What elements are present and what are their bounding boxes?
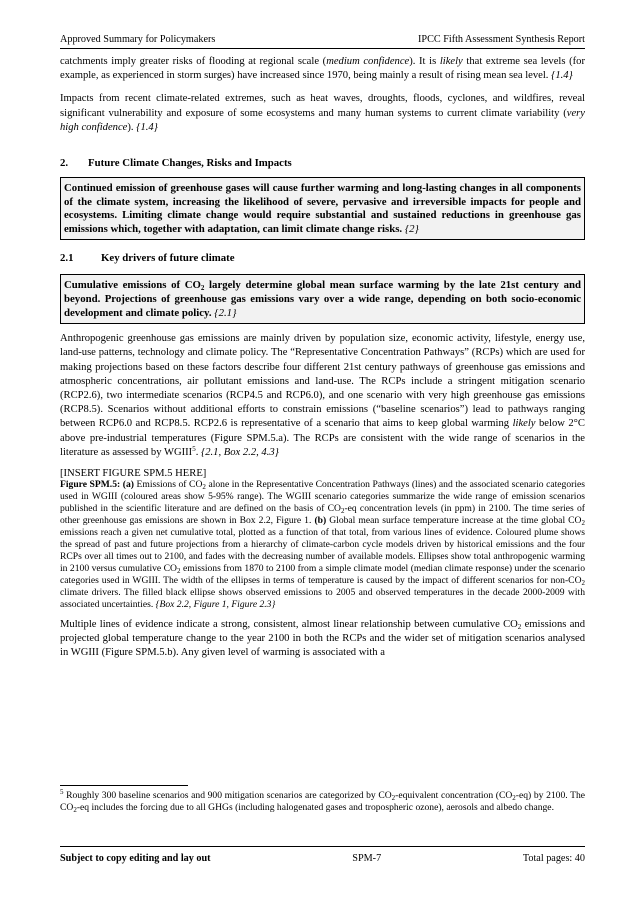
header-left: Approved Summary for Policymakers [60,34,216,45]
section-heading-2-1: 2.1 Key drivers of future climate [60,252,235,265]
figure-caption: Figure SPM.5: (a) Emissions of $CO_2$ alone in the Representative Concentration Pathways (lines) and the associated scenario categories used in WGIII (coloured areas show 5-95% range). The WGIII scenario categories summarize the wide range of emission scenarios published in the scientific literature and are defined on the basis of $CO_2-eq$ concentration levels (in ppm) in 2100. The time series of other greenhouse gas emissions are shown in Box 2.2, Figure 1. (b) Global mean surface temperature increase at the time global $CO_2$ emissions reach a given net cumulative total, plotted as a function of that total, from various lines of evidence. Coloured plume shows the spread of past and future projections from a hierarchy of climate-carbon cycle models driven by historical emissions and the four RCPs over all times out to 2100, and fades with the decreasing number of available models. Ellipses show total anthropogenic warming in 2100 versus cumulative $CO_2$ emissions from 1870 to 2100 from a simple climate model (median climate response) under the scenario categories used in WGIII. The width of the ellipses in terms of temperature is caused by the impact of different scenarios for non-$CO_2$ climate drivers. The filled black ellipse shows observed emissions to 2005 and observed temperatures in the decade 2000-2009 with associated uncertainties. {Box 2.2, Figure 1, Figure 2.3} [60,479,585,610]
paragraph-rcps: Anthropogenic greenhouse gas emissions are mainly driven by population size, economic activity, lifestyle, energy use, land-use patterns, technology and climate policy. The “Representative Concentration Pathways” (RCPs) which are used for making projections based on these factors describe four different 21st century pathways of greenhouse gas emissions and atmospheric concentrations, air pollutant emissions and land-use. The RCPs include a stringent mitigation scenario (RCP2.6), two intermediate scenarios (RCP4.5 and RCP6.0), and one scenario with very high greenhouse gas emissions (RCP8.5). Scenarios without additional efforts to constrain emissions (“baseline scenarios”) lead to pathways ranging between RCP6.0 and RCP8.5. RCP2.6 is representative of a scenario that aims to keep global warming likely below 2°C above pre-industrial temperatures (Figure SPM.5.a). The RCPs are consistent with the wide range of scenarios in the literature as assessed by WGIII$^5$. {2.1, Box 2.2, 4.3} [60,333,585,458]
footnote-5: $^5$ Roughly 300 baseline scenarios and 900 mitigation scenarios are categorized by $CO_2$-equivalent concentration $(CO_2-eq)$ by 2100. The $CO_2-eq$ includes the forcing due to all GHGs (including halogenated gases and tropospheric ozone), aerosols and albedo change. [60,788,586,814]
header-right: IPCC Fifth Assessment Synthesis Report [418,34,585,45]
section-heading-2: 2. Future Climate Changes, Risks and Impacts [60,157,292,170]
running-header [60,34,585,49]
figure-placeholder: [INSERT FIGURE SPM.5 HERE] [60,468,207,479]
paragraph-impacts: Impacts from recent climate-related extremes, such as heat waves, droughts, floods, cyclones, and wildfires, reveal significant vulnerability and exposure of some ecosystems and many human systems to current climate variability (very high confidence). {1.4} [60,93,585,133]
page [60,34,585,661]
footer-left: Subject to copy editing and lay out [60,853,211,864]
paragraph-cumulative-co2: Multiple lines of evidence indicate a strong, consistent, almost linear relationship between cumulative $CO_2$ emissions and projected global temperature change to the year 2100 in both the RCPs and the wider set of mitigation scenarios analysed in WGIII (Figure SPM.5.b). Any given level of warming is associated with a [60,619,585,659]
footnote-separator [60,785,188,786]
page-footer [60,846,585,864]
paragraph-flood-risk: catchments imply greater risks of flooding at regional scale (medium confidence). It is likely that extreme sea levels (for example, as experienced in storm surges) have increased since 1970, being mainly a result of rising mean sea level. {1.4} [60,56,585,82]
summary-box-key-drivers: Cumulative emissions of $CO_2$ largely determine global mean surface warming by the late 21st century and beyond. Projections of greenhouse gas emissions vary over a wide range, depending on both socio-economic development and climate policy. {2.1} [60,274,585,324]
page-number: SPM-7 [352,853,382,864]
total-pages: Total pages: 40 [522,853,585,864]
summary-box-future-climate: Continued emission of greenhouse gases will cause further warming and long-lasting changes in all components of the climate system, increasing the likelihood of severe, pervasive and irreversible impacts for people and ecosystems. Limiting climate change would require substantial and sustained reductions in greenhouse gas emissions which, together with adaptation, can limit climate change risks. {2} [60,177,585,240]
